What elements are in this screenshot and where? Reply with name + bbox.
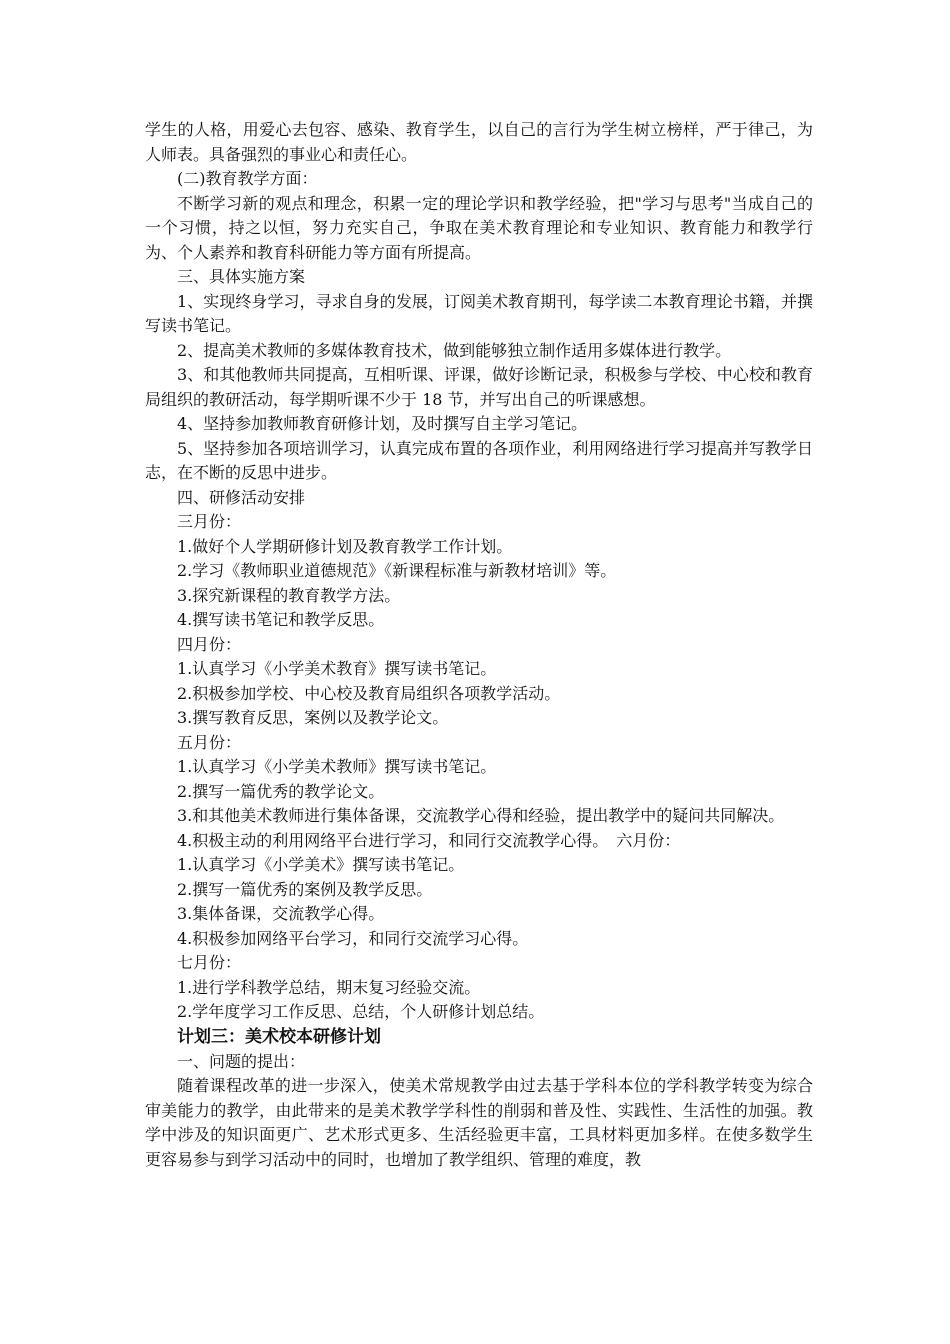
paragraph: 1.认真学习《小学美术》撰写读书笔记。 <box>177 855 465 874</box>
paragraph: 3.集体备课，交流教学心得。 <box>177 904 385 923</box>
paragraph: (二)教育教学方面： <box>177 169 318 188</box>
paragraph: 5、坚持参加各项培训学习，认真完成布置的各项作业，利用网络进行学习提高并写教学日志，在不断的反思中进步。 <box>145 438 813 482</box>
paragraph: 3、和其他教师共同提高，互相听课、评课，做好诊断记录，积极参与学校、中心校和教育局组织的教研活动，每学期听课不少于 18 节，并写出自己的听课感想。 <box>145 365 813 409</box>
paragraph: 五月份： <box>177 732 242 752</box>
paragraph: 2.积极参加学校、中心校及教育局组织各项教学活动。 <box>177 683 561 703</box>
paragraph: 4.撰写读书笔记和教学反思。 <box>177 610 385 629</box>
paragraph: 三月份： <box>177 512 242 531</box>
paragraph: 一、问题的提出： <box>177 1051 306 1071</box>
paragraph: 1、实现终身学习，寻求自身的发展，订阅美术教育期刊，每学读二本教育理论书籍，并撰写读书笔记。 <box>145 291 813 335</box>
paragraph: 3.和其他美术教师进行集体备课，交流教学心得和经验，提出教学中的疑问共同解决。 <box>177 806 785 825</box>
paragraph: 七月份： <box>177 953 242 972</box>
paragraph: 1.认真学习《小学美术教育》撰写读书笔记。 <box>177 659 497 678</box>
paragraph: 4.积极参加网络平台学习，和同行交流学习心得。 <box>177 928 529 948</box>
section-heading: 计划三：美术校本研修计划 <box>177 1026 381 1047</box>
paragraph: 1.认真学习《小学美术教师》撰写读书笔记。 <box>177 757 497 776</box>
paragraph: 三、具体实施方案 <box>177 267 306 286</box>
paragraph: 2.学习《教师职业道德规范》《新课程标准与新教材培训》等。 <box>177 561 617 580</box>
paragraph: 四、研修活动安排 <box>177 487 306 507</box>
paragraph: 1.做好个人学期研修计划及教育教学工作计划。 <box>177 536 513 556</box>
paragraph: 四月份： <box>177 634 242 654</box>
paragraph: 4、坚持参加教师教育研修计划，及时撰写自主学习笔记。 <box>177 414 588 433</box>
paragraph: 学生的人格，用爱心去包容、感染、教育学生，以自己的言行为学生树立榜样，严于律己，为人师表。具备强烈的事业心和责任心。 <box>145 120 813 164</box>
paragraph: 不断学习新的观点和理念，积累一定的理论学识和教学经验，把"学习与思考"当成自己的一个习惯，持之以恒，努力充实自己，争取在美术教育理论和专业知识、教育能力和教学行为、个人素养和教育科研能力等方面有所提高。 <box>145 193 813 262</box>
paragraph: 1.进行学科教学总结，期末复习经验交流。 <box>177 977 481 997</box>
paragraph: 随着课程改革的进一步深入，使美术常规教学由过去基于学科本位的学科教学转变为综合审美能力的教学，由此带来的是美术教学学科性的削弱和普及性、实践性、生活性的加强。教学中涉及的知识面更广、艺术形式更多、生活经验更丰富，工具材料更加多样。在使多数学生更容易参与到学习活动中的同时，也增加了教学组织、管理的难度，教 <box>145 1076 813 1169</box>
paragraph: 2.撰写一篇优秀的教学论文。 <box>177 781 385 801</box>
document-body <box>145 118 813 1172</box>
paragraph: 2.撰写一篇优秀的案例及教学反思。 <box>177 879 433 899</box>
paragraph: 2.学年度学习工作反思、总结，个人研修计划总结。 <box>177 1002 545 1021</box>
paragraph: 4.积极主动的利用网络平台进行学习，和同行交流教学心得。 六月份： <box>177 830 681 850</box>
paragraph: 3.探究新课程的教育教学方法。 <box>177 585 401 605</box>
paragraph: 3.撰写教育反思，案例以及教学论文。 <box>177 708 449 727</box>
paragraph: 2、提高美术教师的多媒体教育技术，做到能够独立制作适用多媒体进行教学。 <box>177 340 732 360</box>
